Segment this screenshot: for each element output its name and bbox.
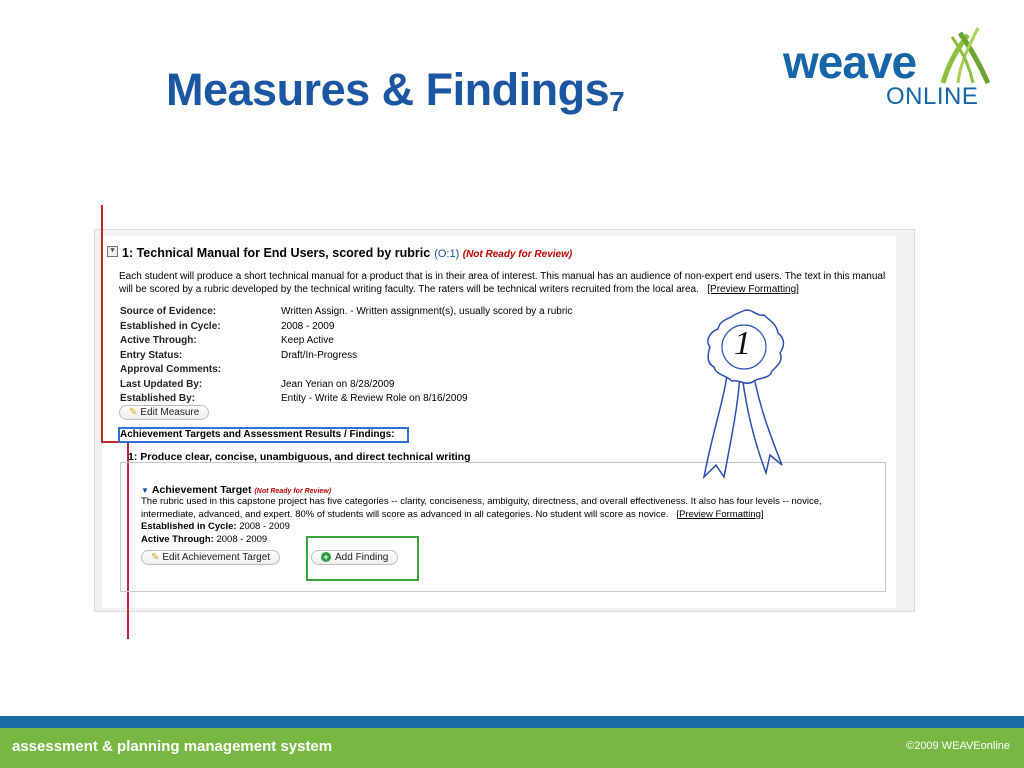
- property-row: [120, 378, 572, 393]
- property-label: Entry Status:: [120, 349, 183, 361]
- footer-copyright: ©2009 WEAVEonline: [906, 740, 1010, 752]
- outcome-ref-link[interactable]: (O:1): [434, 248, 460, 260]
- add-finding-label: Add Finding: [335, 552, 389, 563]
- property-row: [120, 363, 572, 378]
- slide-title-text: Measures & Findings: [166, 64, 610, 115]
- expand-triangle-icon[interactable]: ▼: [141, 486, 149, 495]
- edit-achievement-target-button[interactable]: [141, 550, 280, 565]
- property-label: Established By:: [120, 393, 196, 404]
- property-label: Established in Cycle:: [120, 320, 221, 332]
- wheat-icon: [938, 25, 993, 85]
- established-value: 2008 - 2009: [239, 521, 290, 532]
- property-value: Entity - Write & Review Role on 8/16/2009: [281, 393, 468, 404]
- ribbon-number: 1: [734, 325, 751, 362]
- logo-subtext: ONLINE: [886, 83, 979, 110]
- property-label: Active Through:: [120, 335, 197, 346]
- achievement-section-label: Achievement Targets and Assessment Results / Findings:: [120, 429, 395, 440]
- property-value: Draft/In-Progress: [281, 349, 358, 361]
- weave-online-logo: [783, 25, 998, 115]
- property-row: [120, 349, 572, 364]
- logo-wordmark: weave: [783, 36, 917, 88]
- property-row: [120, 305, 572, 320]
- property-value: 2008 - 2009: [281, 320, 335, 332]
- preview-formatting-link[interactable]: [Preview Formatting]: [676, 508, 764, 520]
- active-value: 2008 - 2009: [216, 533, 268, 545]
- measure-properties: [120, 305, 572, 407]
- footer-bar: [0, 728, 1024, 768]
- property-label: Approval Comments:: [120, 364, 222, 375]
- achievement-target-status: (Not Ready for Review): [254, 488, 332, 495]
- property-label: Last Updated By:: [120, 378, 203, 390]
- award-ribbon-icon: [696, 305, 791, 490]
- add-finding-button[interactable]: [311, 550, 398, 565]
- preview-formatting-link[interactable]: [Preview Formatting]: [707, 284, 799, 295]
- property-value: Jean Yerian on 8/28/2009: [281, 378, 395, 390]
- active-label: Active Through:: [141, 533, 214, 545]
- property-label: Source of Evidence:: [120, 306, 217, 317]
- plus-icon: +: [321, 552, 331, 562]
- collapse-icon[interactable]: ▾: [107, 246, 118, 257]
- measure-status: (Not Ready for Review): [462, 249, 573, 260]
- slide-title-subscript: 7: [609, 86, 625, 117]
- outcome-heading: 1: Produce clear, concise, unambiguous, and direct technical writing: [128, 451, 471, 463]
- measure-description-text: Each student will produce a short technical manual for a product that is in their area of interest. This manual has an audience of non-expert end users. The text in this manual will be scored by a rubric developed by the technical writing faculty. The raters will be technical writers recruited from the local area.: [119, 271, 886, 295]
- achievement-target-title: Achievement Target: [151, 484, 252, 496]
- achievement-target-meta: [141, 521, 290, 546]
- edit-measure-button[interactable]: [119, 405, 209, 420]
- measure-title: 1: Technical Manual for End Users, scored by rubric: [122, 246, 431, 260]
- property-value: Written Assign. - Written assignment(s), usually scored by a rubric: [281, 306, 573, 317]
- established-label: Established in Cycle:: [141, 521, 237, 532]
- achievement-target-heading[interactable]: [141, 484, 331, 496]
- property-value: Keep Active: [281, 335, 334, 346]
- property-row: [120, 334, 572, 349]
- achievement-target-text: [141, 496, 876, 521]
- slide-title: [166, 64, 624, 116]
- property-row: [120, 320, 572, 335]
- edit-achievement-target-label: Edit Achievement Target: [162, 552, 271, 563]
- pencil-icon: ✎: [129, 407, 138, 418]
- red-connector-line: [101, 205, 103, 443]
- achievement-target-description: The rubric used in this capstone project has five categories -- clarity, conciseness, ambiguity, directness, and overall effectiveness. It also has four levels -- novice, intermediate, advanced, and expert. 80% of students will score as advanced in all categories. No student will score as novice.: [141, 496, 822, 520]
- footer-tagline: assessment & planning management system: [12, 738, 333, 755]
- measure-heading: [107, 246, 572, 260]
- edit-measure-label: Edit Measure: [140, 407, 200, 418]
- measure-description: [119, 270, 889, 296]
- pencil-icon: ✎: [151, 552, 160, 563]
- footer-accent-bar: [0, 716, 1024, 728]
